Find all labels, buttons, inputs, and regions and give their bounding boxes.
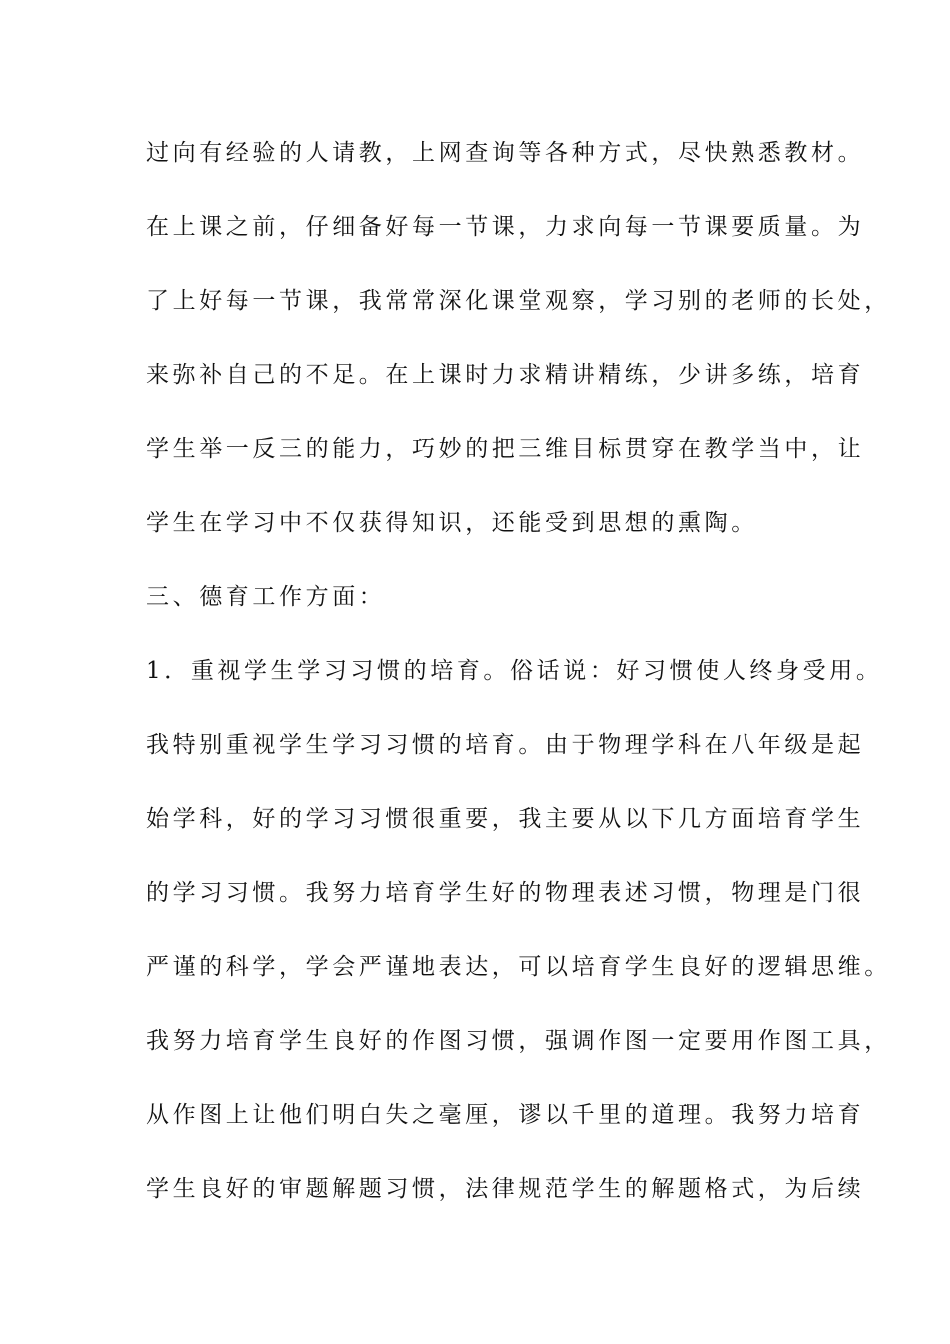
section-heading: 三、德育工作方面： — [146, 584, 386, 610]
text-line: 学生举一反三的能力，巧妙的把三维目标贯穿在教学当中，让 — [146, 436, 865, 462]
text-line: 学生在学习中不仅获得知识，还能受到思想的熏陶。 — [146, 510, 758, 536]
text-line: 在上课之前，仔细备好每一节课，力求向每一节课要质量。为 — [146, 214, 865, 240]
text-line: 始学科，好的学习习惯很重要，我主要从以下几方面培育学生 — [146, 806, 865, 832]
text-line: 1．重视学生学习习惯的培育。俗话说：好习惯使人终身受用。 — [146, 658, 883, 684]
text-line: 严谨的科学，学会严谨地表达，可以培育学生良好的逻辑思维。 — [146, 954, 891, 980]
text-line: 的学习习惯。我努力培育学生好的物理表述习惯，物理是门很 — [146, 880, 865, 906]
text-line: 来弥补自己的不足。在上课时力求精讲精练，少讲多练，培育 — [146, 362, 865, 388]
text-line: 我特别重视学生学习习惯的培育。由于物理学科在八年级是起 — [146, 732, 865, 758]
text-line: 了上好每一节课，我常常深化课堂观察，学习别的老师的长处， — [146, 288, 891, 314]
text-line: 学生良好的审题解题习惯，法律规范学生的解题格式，为后续 — [146, 1176, 865, 1202]
text-line: 过向有经验的人请教，上网查询等各种方式，尽快熟悉教材。 — [146, 140, 865, 166]
text-line: 我努力培育学生良好的作图习惯，强调作图一定要用作图工具， — [146, 1028, 891, 1054]
text-line: 从作图上让他们明白失之毫厘，谬以千里的道理。我努力培育 — [146, 1102, 865, 1128]
